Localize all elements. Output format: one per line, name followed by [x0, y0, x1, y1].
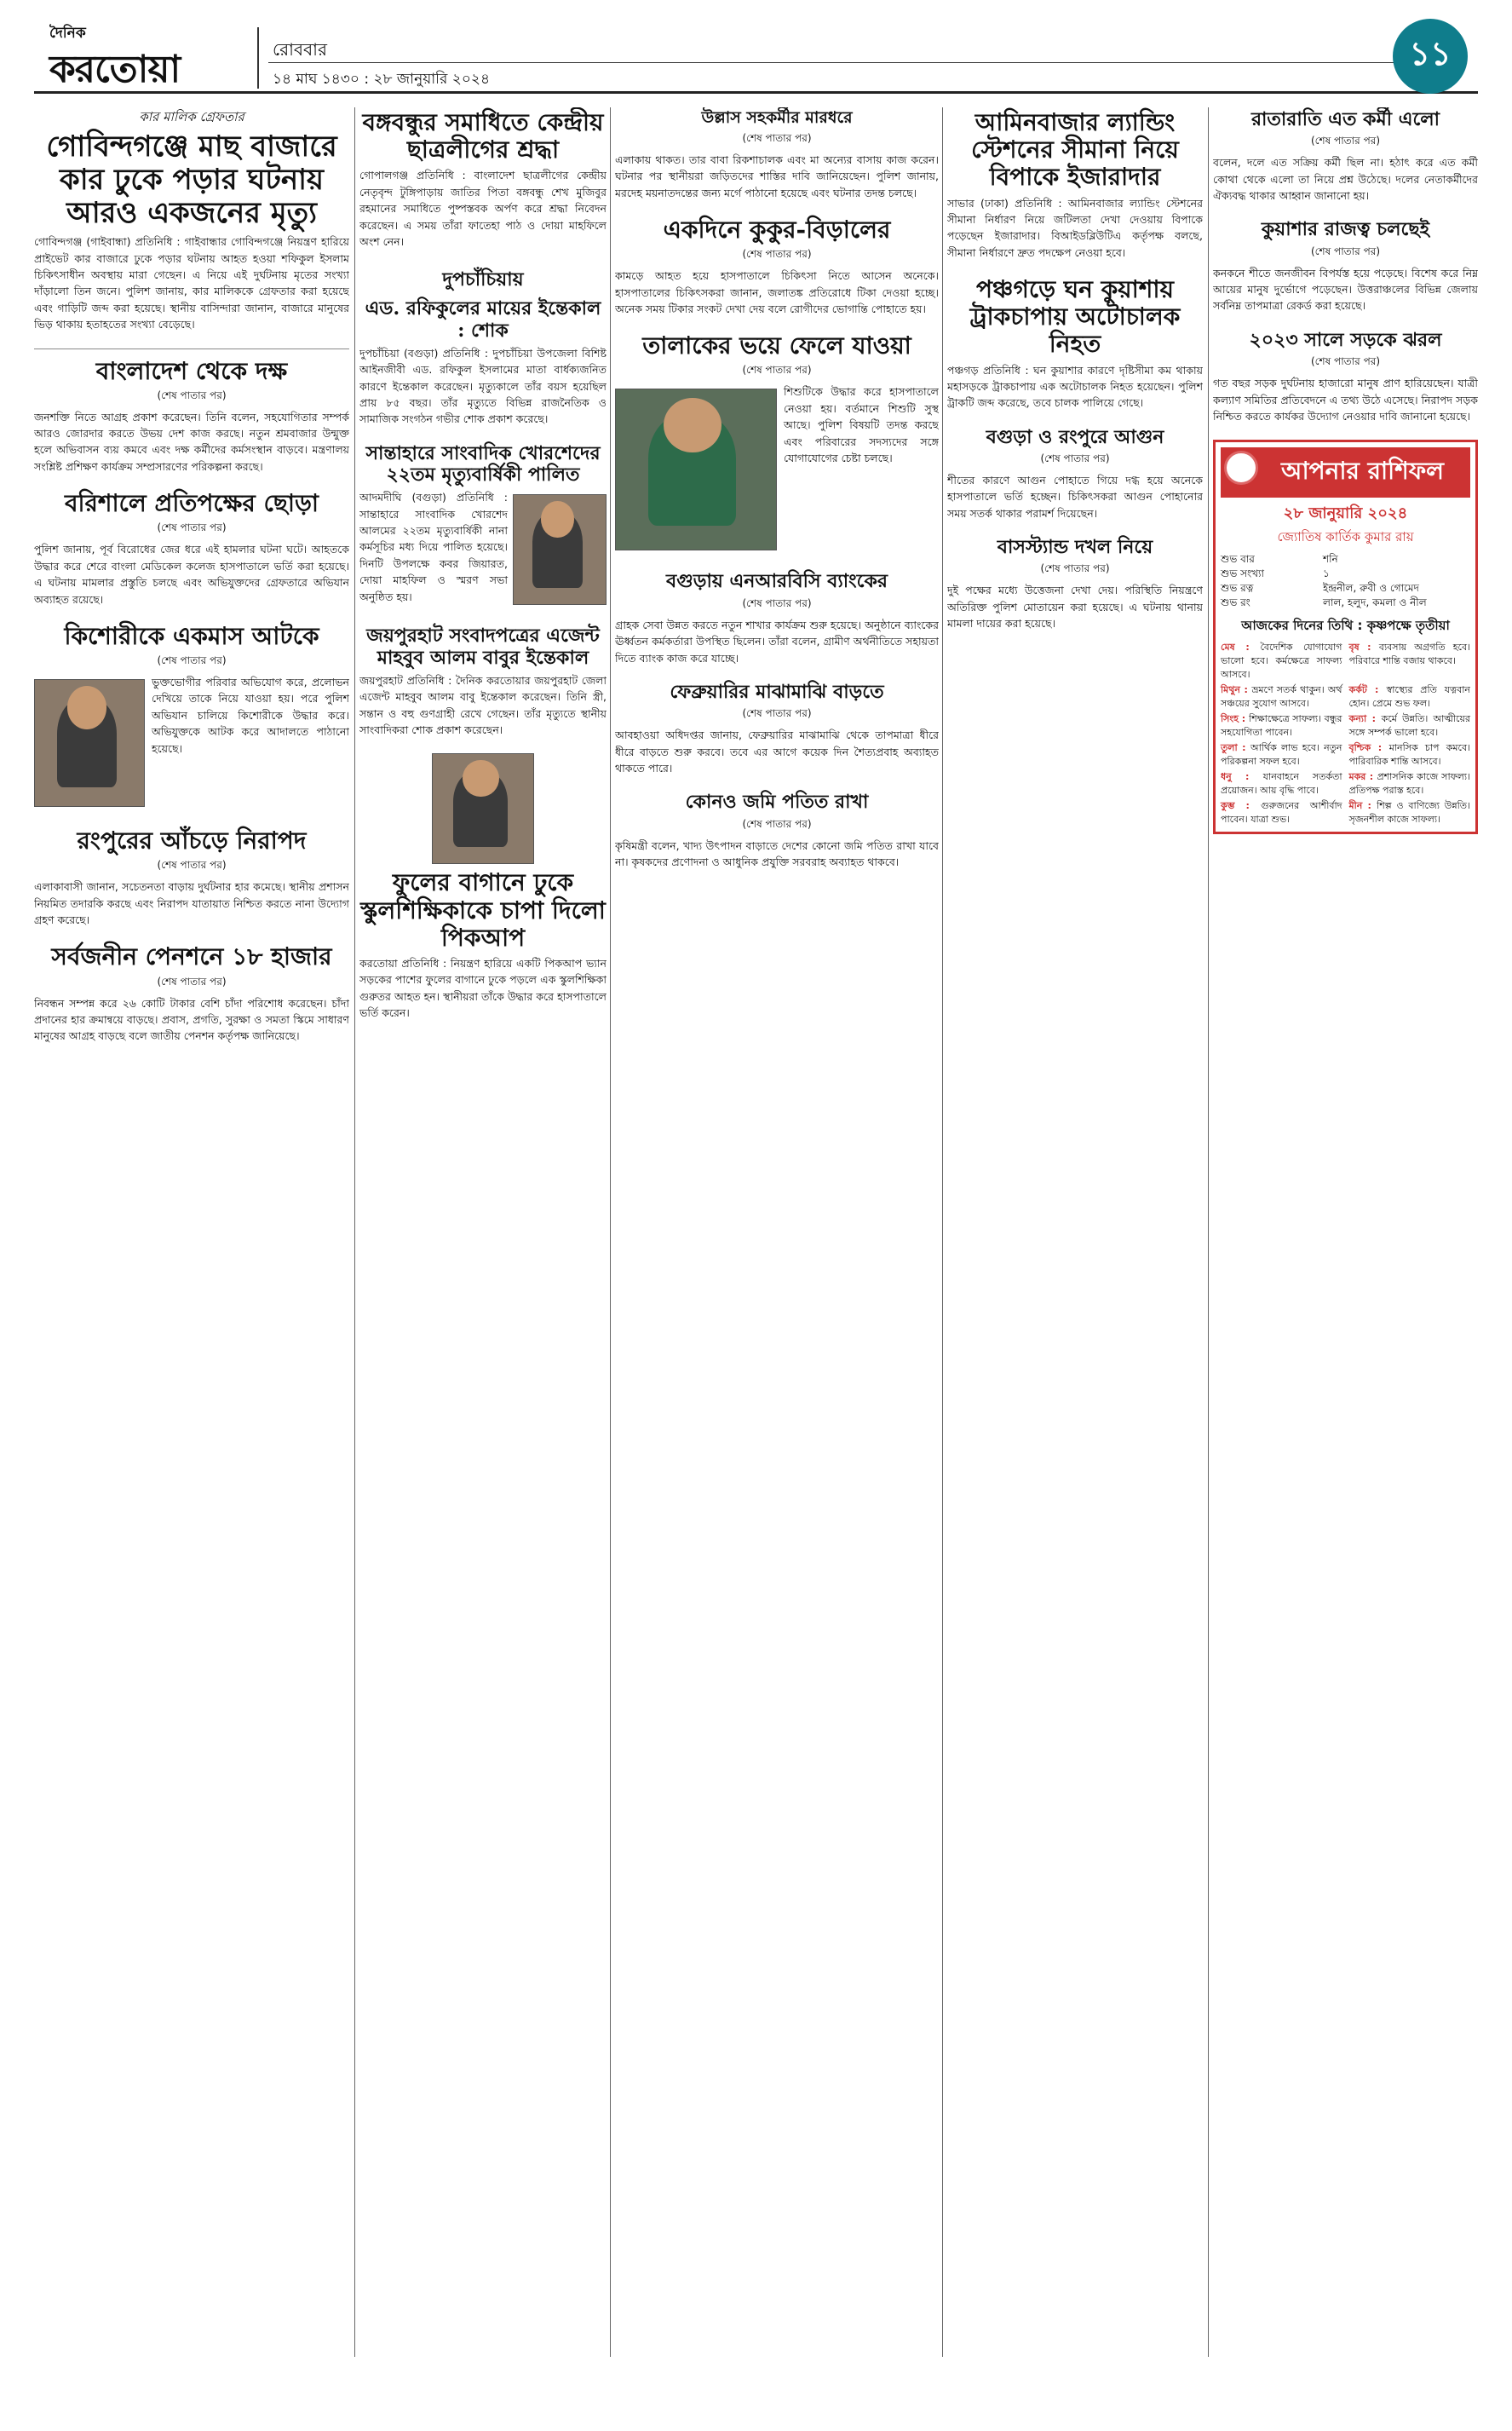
article-dog-bite[interactable] — [615, 216, 939, 317]
tithi-line: আজকের দিনের তিথি : কৃষ্ণপক্ষে তৃতীয়া — [1241, 618, 1450, 634]
article-kicker: দুপচাঁচিয়ায় — [442, 268, 524, 291]
page-number-badge: ১১ — [1393, 19, 1468, 94]
continuation-note: (শেষ পাতার পর) — [742, 596, 812, 609]
zodiac-sign-text: ভ্রমণে সতর্ক থাকুন। অর্থ সঞ্চয়ের সুযোগ আসবে। — [1221, 684, 1342, 710]
article-body: দুই পক্ষের মধ্যে উত্তেজনা দেখা দেয়। পরিস্থিতি নিয়ন্ত্রণে অতিরিক্ত পুলিশ মোতায়েন করা হয়েছে। এ ঘটনায় থানায় মামলা দায়ের করা হয়েছে। — [947, 584, 1203, 631]
horoscope-title-text: আপনার রাশিফল — [1280, 457, 1445, 486]
article-headline[interactable]: ফুলের বাগানে ঢুকে স্কুলশিক্ষিকাকে চাপা দিলো পিকআপ — [360, 868, 606, 952]
zodiac-sign-text: কর্মে উন্নতি। আত্মীয়ের সঙ্গে সম্পর্ক ভালো হবে। — [1348, 713, 1470, 739]
zodiac-sign-name: মিথুন : — [1221, 684, 1252, 696]
horoscope-row — [1221, 596, 1470, 610]
zodiac-sign-text: আর্থিক লাভ হবে। নতুন পরিকল্পনা সফল হবে। — [1221, 742, 1342, 767]
article-body: গোপালগঞ্জ প্রতিনিধি : বাংলাদেশ ছাত্রলীগের কেন্দ্রীয় নেতৃবৃন্দ টুঙ্গিপাড়ায় জাতির পিতা বঙ্গবন্ধু শেখ মুজিবুর রহমানের সমাধিতে পুষ্পস্তবক অর্পণ করে শ্রদ্ধা নিবেদন করেছেন। এ সময় তাঁরা ফাতেহা পাঠ ও দোয়া মাহফিলে অংশ নেন। — [359, 169, 607, 248]
zodiac-sign-name: তুলা : — [1221, 742, 1251, 754]
continuation-note: (শেষ পাতার পর) — [742, 707, 812, 720]
article-headline[interactable]: ফেব্রুয়ারির মাঝামাঝি বাড়তে — [670, 680, 884, 703]
zodiac-sign-text: বৈদেশিক যোগাযোগ ভালো হবে। কর্মক্ষেত্রে সাফল্য আসবে। — [1221, 642, 1342, 681]
zodiac-sign-text: শিক্ষাক্ষেত্রে সাফল্য। বন্ধুর সহযোগিতা পাবেন। — [1221, 713, 1342, 739]
zodiac-sign-entry — [1221, 799, 1342, 827]
zodiac-sign-entry — [1221, 683, 1342, 711]
horoscope-row — [1221, 567, 1470, 581]
article-body: শিশুটিকে উদ্ধার করে হাসপাতালে নেওয়া হয়। বর্তমানে শিশুটি সুস্থ আছে। পুলিশ বিষয়টি তদন্ত করছে এবং পরিবারের সদস্যদের সঙ্গে যোগাযোগের চেষ্টা চলছে। — [784, 385, 939, 464]
continuation-note: (শেষ পাতার পর) — [157, 975, 227, 988]
article-road-deaths[interactable] — [1213, 330, 1478, 424]
article-headline[interactable]: ২০২৩ সালে সড়কে ঝরল — [1249, 328, 1442, 351]
news-photo — [615, 389, 777, 550]
article-body: আদমদীঘি (বগুড়া) প্রতিনিধি : সান্তাহারে সাংবাদিক খোরশেদ আলমের ২২তম মৃত্যুবার্ষিকী নানা কর্মসূচির মধ্য দিয়ে পালিত হয়েছে। দিনটি উপলক্ষে কবর জিয়ারত, দোয়া মাহফিল ও স্মরণ সভা অনুষ্ঠিত হয়। — [359, 491, 508, 603]
article-body: গ্রাহক সেবা উন্নত করতে নতুন শাখার কার্যক্রম শুরু হয়েছে। অনুষ্ঠানে ব্যাংকের ঊর্ধ্বতন কর্মকর্তারা উপস্থিত ছিলেন। তাঁরা বলেন, গ্রামীণ অর্থনীতিতে সহায়তা দিতে ব্যাংক কাজ করে যাচ্ছে। — [615, 618, 939, 665]
article-headline[interactable]: বগুড়া ও রংপুরে আগুন — [986, 425, 1164, 448]
portrait-photo — [513, 494, 607, 605]
zodiac-sign-name: কর্কট : — [1348, 684, 1387, 696]
article-headline[interactable]: বঙ্গবন্ধুর সমাধিতে কেন্দ্রীয় ছাত্রলীগের শ্রদ্ধা — [362, 108, 604, 164]
zodiac-sign-entry — [1349, 641, 1471, 682]
zodiac-sign-name: কুম্ভ : — [1221, 799, 1262, 811]
horoscope-row-value: শনি — [1323, 553, 1338, 566]
article-headline[interactable]: সান্তাহারে সাংবাদিক খোরশেদের ২২তম মৃত্যুবার্ষিকী পালিত — [365, 441, 601, 487]
article-body: জয়পুরহাট প্রতিনিধি : দৈনিক করতোয়ার জয়পুরহাট জেলা এজেন্ট মাহবুব আলম বাবু ইন্তেকাল করেছেন। তিনি স্ত্রী, সন্তান ও বহু গুণগ্রাহী রেখে গেছেন। তাঁর মৃত্যুতে স্থানীয় সাংবাদিকরা শোক প্রকাশ করেছেন। — [359, 673, 607, 737]
article-body: দুপচাঁচিয়া (বগুড়া) প্রতিনিধি : দুপচাঁচিয়া উপজেলা বিশিষ্ট আইনজীবী এড. রফিকুল ইসলামের মাতা বার্ধক্যজনিত কারণে ইন্তেকাল করেছেন। মৃত্যুকালে তাঁর বয়স হয়েছিল প্রায় ৮৫ বছর। তাঁর মৃত্যুতে বিভিন্ন রাজনৈতিক ও সামাজিক সংগঠন গভীর শোক প্রকাশ করেছে। — [359, 346, 607, 426]
horoscope-lucky-list — [1221, 552, 1470, 609]
horoscope-row-value: ১ — [1323, 567, 1330, 580]
article-headline[interactable]: বরিশালে প্রতিপক্ষের ছোড়া — [64, 489, 319, 518]
article-pickup[interactable] — [359, 753, 607, 1021]
column-1 — [34, 107, 349, 2323]
article-body: গোবিন্দগঞ্জ (গাইবান্ধা) প্রতিনিধি : গাইবান্ধার গোবিন্দগঞ্জে নিয়ন্ত্রণ হারিয়ে প্রাইভেট কার বাজারে ঢুকে পড়ার ঘটনায় আহত হওয়া শফিকুল ইসলাম চিকিৎসাধীন অবস্থায় মারা গেছেন। এ নিয়ে এই দুর্ঘটনায় মৃতের সংখ্যা দাঁড়ালো তিন জনে। পুলিশ জানায়, কার মালিককে গ্রেফতার করা হয়েছে এবং গাড়িটি জব্দ করা হয়েছে। স্থানীয় বাসিন্দারা জানান, বাজারে মানুষের ভিড় থাকায় হতাহতের সংখ্যা বেড়েছে। — [34, 235, 349, 331]
article-body: এলাকায় থাকত। তার বাবা রিকশাচালক এবং মা অন্যের বাসায় কাজ করেন। ঘটনার পর স্থানীয়রা জড়িতদের শাস্তির দাবি জানিয়েছেন। পুলিশ জানায়, মরদেহ ময়নাতদন্তের জন্য মর্গে পাঠানো হয়েছে এবং ঘটনার তদন্ত চলছে। — [615, 153, 939, 199]
continuation-note: (শেষ পাতার পর) — [1310, 135, 1381, 147]
article-abandoned-child[interactable] — [615, 332, 939, 556]
horoscope-title — [1221, 447, 1470, 498]
article-panchagarh[interactable] — [947, 276, 1203, 412]
masthead — [34, 15, 1478, 94]
masthead-divider — [257, 27, 259, 89]
article-headline[interactable]: বগুড়ায় এনআরবিসি ব্যাংকের — [666, 570, 888, 593]
article-body: পঞ্চগড় প্রতিনিধি : ঘন কুয়াশার কারণে দৃষ্টিসীমা কম থাকায় মহাসড়কে ট্রাকচাপায় এক অটোচালক নিহত হয়েছেন। পুলিশ ট্রাকটি জব্দ করেছে, তবে চালক পালিয়ে গেছে। — [947, 363, 1203, 410]
continuation-note: (শেষ পাতার পর) — [1040, 562, 1110, 575]
zodiac-sign-name: ধনু : — [1221, 770, 1263, 782]
column-rule — [942, 107, 943, 2357]
article-bus-stand[interactable] — [947, 537, 1203, 631]
article-headline[interactable]: বাংলাদেশ থেকে দক্ষ — [95, 356, 288, 385]
zodiac-sign-text: গুরুজনের আশীর্বাদ পাবেন। যাত্রা শুভ। — [1221, 799, 1342, 825]
zodiac-sign-entry — [1221, 770, 1342, 798]
continuation-note: (শেষ পাতার পর) — [157, 389, 227, 401]
continuation-note: (শেষ পাতার পর) — [742, 817, 812, 830]
horoscope-row-key: শুভ রং — [1221, 596, 1250, 608]
portrait-photo — [432, 753, 534, 864]
article-body: নিবন্ধন সম্পন্ন করে ২৬ কোটি টাকার বেশি চাঁদা পরিশোধ করেছেন। চাঁদা প্রদানের হার ক্রমান্বয়ে বাড়ছে। প্রবাস, প্রগতি, সুরক্ষা ও সমতা স্কিমে সাধারণ মানুষের আগ্রহ বাড়ছে বলে জাতীয় পেনশন কর্তৃপক্ষ জানিয়েছে। — [34, 996, 349, 1043]
zodiac-sign-entry — [1349, 712, 1471, 740]
article-headline[interactable]: গোবিন্দগঞ্জে মাছ বাজারে কার ঢুকে পড়ার ঘটনায় আরও একজনের মৃত্যু — [46, 130, 337, 231]
article-overnight-workers[interactable] — [1213, 109, 1478, 204]
horoscope-row — [1221, 581, 1470, 596]
issue-date: ১৪ মাঘ ১৪৩০ : ২৮ জানুয়ারি ২০২৪ — [273, 71, 490, 88]
zodiac-sign-entry — [1349, 770, 1471, 798]
zodiac-sign-text: প্রশাসনিক কাজে সাফল্য। প্রতিপক্ষ পরাস্ত হবে। — [1348, 770, 1470, 796]
article-headline[interactable]: রংপুরের আঁচড়ে নিরাপদ — [77, 827, 307, 855]
continuation-note: (শেষ পাতার পর) — [1040, 452, 1110, 465]
masthead-rule — [268, 62, 1401, 63]
article-headline[interactable]: সর্বজনীন পেনশনে ১৮ হাজার — [51, 942, 332, 971]
article-headline[interactable]: রাতারাতি এত কর্মী এলো — [1250, 108, 1440, 130]
zodiac-grid — [1221, 641, 1470, 826]
article-skilled-workers[interactable] — [34, 358, 349, 475]
article-body: আবহাওয়া অধিদপ্তর জানায়, ফেব্রুয়ারির মাঝামাঝি থেকে তাপমাত্রা ধীরে ধীরে বাড়তে শুরু করবে। তবে এর আগে কয়েক দিন শৈত্যপ্রবাহ অব্যাহত থাকতে পারে। — [615, 729, 939, 775]
article-headline[interactable]: কোনও জমি পতিত রাখা — [685, 791, 869, 814]
horoscope-row-value: লাল, হলুদ, কমলা ও নীল — [1323, 596, 1427, 608]
zodiac-sign-name: মীন : — [1348, 799, 1377, 811]
zodiac-sign-entry — [1221, 641, 1342, 682]
article-headline[interactable]: উল্লাস সহকর্মীর মারধরে — [701, 108, 853, 127]
article-chhatraleague[interactable] — [359, 109, 607, 250]
zodiac-sign-entry — [1221, 741, 1342, 769]
article-headline[interactable]: জয়পুরহাট সংবাদপত্রের এজেন্ট মাহবুব আলম বাবুর ইন্তেকাল — [366, 625, 600, 669]
article-dupchanchia[interactable] — [359, 265, 607, 427]
article-nrbc[interactable] — [615, 571, 939, 665]
zodiac-sign-name: কন্যা : — [1348, 713, 1382, 725]
article-headline[interactable]: আমিনবাজার ল্যান্ডিং স্টেশনের সীমানা নিয়ে বিপাকে ইজারাদার — [971, 108, 1179, 192]
article-body: জনশক্তি নিতে আগ্রহ প্রকাশ করেছেন। তিনি বলেন, সহযোগিতার সম্পর্ক আরও জোরদার করতে উভয় দেশ কাজ করছে। নতুন শ্রমবাজার উন্মুক্ত হলে অভিবাসন ব্যয় কমবে এবং দক্ষ কর্মীদের কর্মসংস্থান বাড়বে। মন্ত্রণালয় সংশ্লিষ্ট প্রশিক্ষণ কার্যক্রম সম্প্রসারণের পরিকল্পনা করছে। — [34, 410, 349, 473]
article-fog[interactable] — [1213, 219, 1478, 314]
news-photo — [34, 679, 145, 807]
article-headline[interactable]: কুয়াশার রাজত্ব চলছেই — [1261, 218, 1430, 241]
article-headline[interactable]: তালাকের ভয়ে ফেলে যাওয়া — [642, 331, 911, 360]
zodiac-sign-name: মকর : — [1348, 770, 1377, 782]
column-4 — [947, 107, 1203, 2323]
zodiac-sign-entry — [1349, 799, 1471, 827]
continuation-note: (শেষ পাতার পর) — [1310, 245, 1381, 257]
article-body: ভুক্তভোগীর পরিবার অভিযোগ করে, প্রলোভন দেখিয়ে তাকে নিয়ে যাওয়া হয়। পরে পুলিশ অভিযান চালিয়ে কিশোরীকে উদ্ধার করে। অভিযুক্তকে আটক করে আদালতে পাঠানো হয়েছে। — [152, 676, 349, 755]
column-2 — [359, 107, 607, 2323]
horoscope-row — [1221, 552, 1470, 567]
article-santahar[interactable] — [359, 443, 607, 611]
article-body: করতোয়া প্রতিনিধি : নিয়ন্ত্রণ হারিয়ে একটি পিকআপ ভ্যান সড়কের পাশের ফুলের বাগানে ঢুকে পড়লে এক স্কুলশিক্ষিকা গুরুতর আহত হন। স্থানীয়রা তাঁকে উদ্ধার করে হাসপাতালে ভর্তি করেন। — [359, 956, 607, 1020]
article-headline[interactable]: এড. রফিকুলের মায়ের ইন্তেকাল : শোক — [365, 297, 601, 342]
article-body: শীতের কারণে আগুন পোহাতে গিয়ে দগ্ধ হয়ে অনেকে হাসপাতালে ভর্তি হচ্ছেন। চিকিৎসকরা আগুন পোহানোর সময় সতর্ক থাকার পরামর্শ দিয়েছেন। — [947, 474, 1203, 520]
horoscope-row-key: শুভ বার — [1221, 553, 1255, 566]
horoscope-author: জ্যোতিষ কার্তিক কুমার রায় — [1277, 529, 1414, 545]
article-body: এলাকাবাসী জানান, সচেতনতা বাড়ায় দুর্ঘটনার হার কমেছে। স্থানীয় প্রশাসন নিয়মিত তদারকি করছে এবং নিরাপদ যাতায়াত নিশ্চিত করতে নানা উদ্যোগ গ্রহণ করেছে। — [34, 880, 349, 927]
article-body: সাভার (ঢাকা) প্রতিনিধি : আমিনবাজার ল্যান্ডিং স্টেশনের সীমানা নির্ধারণ নিয়ে জটিলতা দেখা দেওয়ায় বিপাকে পড়েছেন ইজারাদার। বিআইডব্লিউটিএ কর্তৃপক্ষ বলছে, সীমানা নির্ধারণে দ্রুত পদক্ষেপ নেওয়া হবে। — [947, 196, 1203, 259]
article-body: কামড়ে আহত হয়ে হাসপাতালে চিকিৎসা নিতে আসেন অনেকে। হাসপাতালের চিকিৎসকরা জানান, জলাতঙ্ক প্রতিরোধে টিকা দেওয়া হচ্ছে। অনেক সময় টিকার সংকট দেখা দেয় বলে রোগীদের ভোগান্তি পোহাতে হয়। — [615, 269, 939, 315]
newspaper-logo[interactable]: করতোয়া — [49, 48, 181, 91]
zodiac-sign-entry — [1349, 741, 1471, 769]
continuation-note: (শেষ পাতার পর) — [742, 364, 812, 377]
article-kicker: কার মালিক গ্রেফতার — [139, 109, 244, 124]
article-headline[interactable]: কিশোরীকে একমাস আটকে — [64, 621, 319, 650]
zodiac-sign-text: ব্যবসায় অগ্রগতি হবে। পরিবারে শান্তি বজায় থাকবে। — [1348, 642, 1470, 667]
continuation-note: (শেষ পাতার পর) — [157, 859, 227, 872]
article-body: পুলিশ জানায়, পূর্ব বিরোধের জের ধরে এই হামলার ঘটনা ঘটে। আহতকে উদ্ধার করে শেরে বাংলা মেডিকেল কলেজ হাসপাতালে ভর্তি করা হয়েছে। এ ঘটনায় মামলার প্রস্তুতি চলছে এবং অভিযুক্তদের গ্রেফতারে অভিযান অব্যাহত রয়েছে। — [34, 543, 349, 606]
article-teen-girl[interactable] — [34, 623, 349, 812]
continuation-note: (শেষ পাতার পর) — [157, 521, 227, 534]
article-gobindaganj[interactable] — [34, 107, 349, 333]
zodiac-sign-name: বৃষ : — [1348, 642, 1379, 654]
issue-day: রোববার — [273, 39, 327, 60]
zodiac-sign-entry — [1349, 683, 1471, 711]
continuation-note: (শেষ পাতার পর) — [742, 248, 812, 261]
column-rule — [610, 107, 611, 2357]
zodiac-sign-name: সিংহ : — [1221, 713, 1250, 725]
article-body: গত বছর সড়ক দুর্ঘটনায় হাজারো মানুষ প্রাণ হারিয়েছেন। যাত্রী কল্যাণ সমিতির প্রতিবেদনে এ তথ্য উঠে এসেছে। নিরাপদ সড়ক নিশ্চিত করতে কার্যকর উদ্যোগ নেওয়ার দাবি জানানো হয়েছে। — [1213, 377, 1478, 423]
horoscope-date: ২৮ জানুয়ারি ২০২৪ — [1283, 504, 1408, 523]
horoscope-row-key: শুভ রত্ন — [1221, 581, 1254, 594]
zodiac-sign-name: বৃশ্চিক : — [1348, 742, 1389, 754]
article-headline[interactable]: একদিনে কুকুর-বিড়ালের — [663, 215, 891, 244]
horoscope-row-key: শুভ সংখ্যা — [1221, 567, 1265, 580]
zodiac-sign-text: শিল্প ও বাণিজ্যে উন্নতি। সৃজনশীল কাজে সাফল্য। — [1348, 799, 1470, 825]
continuation-note: (শেষ পাতার পর) — [742, 131, 812, 144]
article-joypurhat[interactable] — [359, 625, 607, 738]
column-3 — [615, 107, 939, 2323]
article-pension[interactable] — [34, 943, 349, 1044]
article-headline[interactable]: বাসস্ট্যান্ড দখল নিয়ে — [997, 536, 1153, 559]
article-barishal[interactable] — [34, 490, 349, 608]
article-body: বলেন, দলে এত সক্রিয় কর্মী ছিল না। হঠাৎ করে এত কর্মী কোথা থেকে এলো তা নিয়ে প্রশ্ন উঠেছে। দলের নেতাকর্মীদের ঐক্যবদ্ধ থাকার আহ্বান জানানো হয়। — [1213, 156, 1478, 203]
article-aminbazar[interactable] — [947, 109, 1203, 261]
zodiac-sign-text: মানসিক চাপ কমবে। পারিবারিক শান্তি আসবে। — [1348, 742, 1470, 767]
article-rangpur[interactable] — [34, 827, 349, 928]
column-5 — [1213, 107, 1478, 2323]
zodiac-sign-entry — [1221, 712, 1342, 740]
masthead-small: দৈনিক — [49, 25, 86, 42]
zodiac-wheel-icon — [1224, 451, 1258, 485]
article-fallow-land[interactable] — [615, 792, 939, 870]
zodiac-sign-name: মেষ : — [1221, 642, 1261, 654]
column-rule — [1208, 107, 1209, 2357]
article-body: কৃষিমন্ত্রী বলেন, খাদ্য উৎপাদন বাড়াতে দেশের কোনো জমি পতিত রাখা যাবে না। কৃষকদের প্রণোদনা ও আধুনিক প্রযুক্তি সরবরাহ অব্যাহত থাকবে। — [615, 838, 939, 868]
continuation-note: (শেষ পাতার পর) — [157, 654, 227, 667]
article-february[interactable] — [615, 682, 939, 776]
article-fire[interactable] — [947, 427, 1203, 521]
continuation-note: (শেষ পাতার পর) — [1310, 355, 1381, 368]
article-headline[interactable]: পঞ্চগড়ে ঘন কুয়াশায় ট্রাকচাপায় অটোচালক নিহত — [969, 275, 1181, 359]
article-body: কনকনে শীতে জনজীবন বিপর্যস্ত হয়ে পড়েছে। বিশেষ করে নিম্ন আয়ের মানুষ দুর্ভোগে পড়েছেন। উত্তরাঞ্চলের বিভিন্ন জেলায় সর্বনিম্ন তাপমাত্রা রেকর্ড করা হয়েছে। — [1213, 266, 1478, 313]
horoscope-row-value: ইন্দ্রনীল, রুবী ও গোমেদ — [1323, 581, 1419, 594]
column-rule — [354, 107, 355, 2357]
zodiac-sign-text: স্বাস্থ্যের প্রতি যত্নবান হোন। প্রেমে শুভ ফল। — [1348, 684, 1470, 710]
horoscope-box — [1213, 440, 1478, 833]
article-ullas[interactable] — [615, 109, 939, 201]
zodiac-sign-text: যানবাহনে সতর্কতা প্রয়োজন। আয় বৃদ্ধি পাবে। — [1221, 770, 1342, 796]
